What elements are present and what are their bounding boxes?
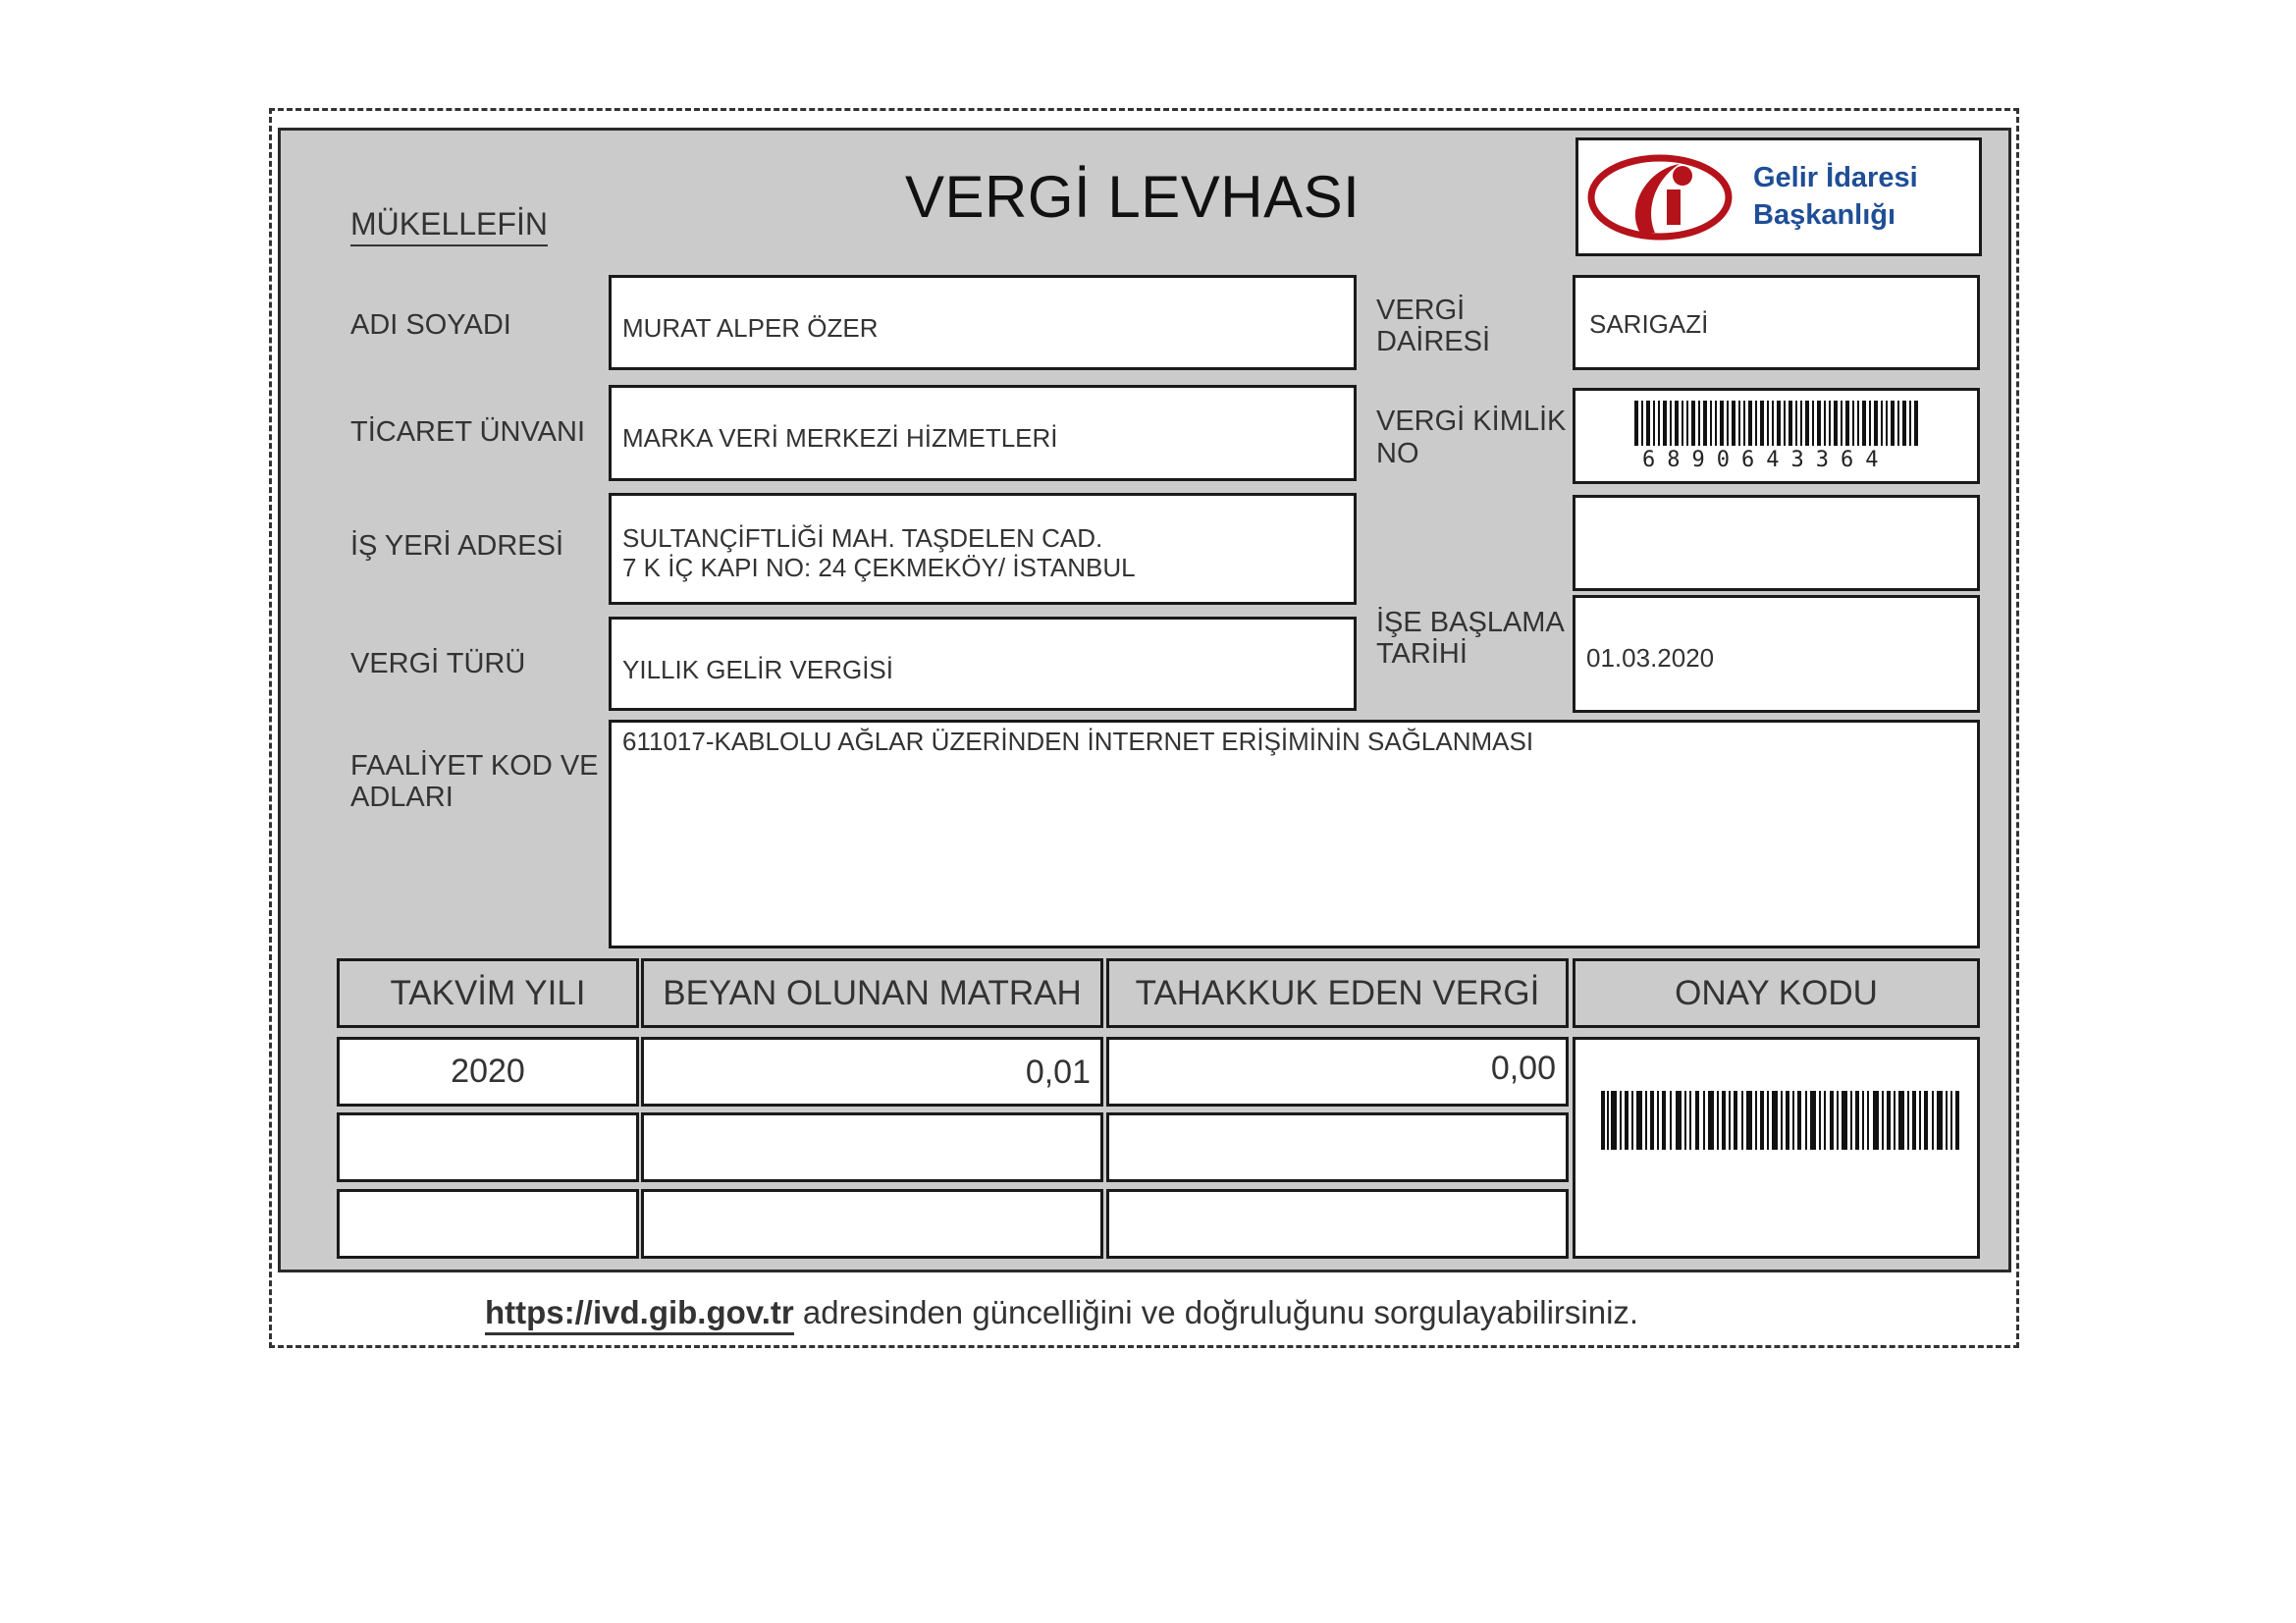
is-yeri-adresi-label: İŞ YERİ ADRESİ [350, 530, 564, 562]
vergi-turu-label: VERGİ TÜRÜ [350, 648, 526, 679]
ise-baslama-value: 01.03.2020 [1586, 643, 1715, 673]
header-beyan-olunan-matrah: BEYAN OLUNAN MATRAH [641, 958, 1103, 1028]
vergi-kimlik-barcode [1634, 401, 1919, 446]
vergi-dairesi-label-line2: DAİRESİ [1376, 326, 1491, 357]
row1-takvim-yili: 2020 [337, 1037, 639, 1107]
ise-baslama-label-line1: İŞE BAŞLAMA [1376, 607, 1565, 638]
onay-kodu-cell [1573, 1037, 1980, 1259]
empty-field [1573, 495, 1980, 591]
page-title: VERGİ LEVHASI [905, 164, 1361, 230]
ticaret-unvani-field [609, 385, 1357, 481]
gib-logo [1575, 137, 1982, 256]
row1-beyan-olunan-matrah: 0,01 [641, 1037, 1103, 1107]
ticaret-unvani-label: TİCARET ÜNVANI [350, 416, 586, 448]
faaliyet-field [609, 720, 1980, 948]
vergi-turu-value: YILLIK GELİR VERGİSİ [622, 655, 893, 684]
faaliyet-value: 611017-KABLOLU AĞLAR ÜZERİNDEN İNTERNET ERİŞİMİNİN SAĞLANMASI [622, 727, 1534, 756]
adi-soyadi-field [609, 275, 1357, 370]
adi-soyadi-value: MURAT ALPER ÖZER [622, 313, 879, 343]
header-onay-kodu: ONAY KODU [1573, 958, 1980, 1028]
faaliyet-label-line1: FAALİYET KOD VE [350, 750, 599, 782]
ise-baslama-field [1573, 595, 1980, 713]
footer-text: adresinden güncelliğini ve doğruluğunu sorgulayabilirsiniz. [793, 1294, 1639, 1330]
vergi-kimlik-no-field [1573, 388, 1980, 484]
onay-kodu-barcode [1601, 1091, 1960, 1150]
vergi-kimlik-no-value: 6890643364 [1642, 448, 1891, 472]
mukellef-label: MÜKELLEFİN [350, 206, 548, 246]
verification-footer [485, 1294, 1638, 1331]
vergi-dairesi-field [1573, 275, 1980, 370]
row2-tahakkuk-eden-vergi [1106, 1112, 1569, 1182]
vergi-kimlik-no-label-line2: NO [1376, 438, 1419, 469]
row3-takvim-yili [337, 1189, 639, 1259]
header-takvim-yili: TAKVİM YILI [337, 958, 639, 1028]
faaliyet-label-line2: ADLARI [350, 782, 454, 813]
vergi-kimlik-no-label-line1: VERGİ KİMLİK [1376, 406, 1567, 437]
logo-line2: Başkanlığı [1753, 199, 1896, 231]
row3-beyan-olunan-matrah [641, 1189, 1103, 1259]
row2-beyan-olunan-matrah [641, 1112, 1103, 1182]
vergi-dairesi-value: SARIGAZİ [1589, 309, 1709, 339]
header-tahakkuk-eden-vergi: TAHAKKUK EDEN VERGİ [1106, 958, 1569, 1028]
logo-line1: Gelir İdaresi [1753, 162, 1918, 193]
is-yeri-adresi-field [609, 493, 1357, 605]
row1-tahakkuk-eden-vergi: 0,00 [1106, 1037, 1569, 1107]
ise-baslama-label-line2: TARİHİ [1376, 638, 1468, 670]
row2-takvim-yili [337, 1112, 639, 1182]
row3-tahakkuk-eden-vergi [1106, 1189, 1569, 1259]
adi-soyadi-label: ADI SOYADI [350, 309, 511, 341]
vergi-turu-field [609, 617, 1357, 711]
is-yeri-adresi-value-line2: 7 K İÇ KAPI NO: 24 ÇEKMEKÖY/ İSTANBUL [622, 553, 1136, 582]
gib-logo-icon [1586, 150, 1734, 244]
ivd-link[interactable]: https://ivd.gib.gov.tr [485, 1294, 794, 1335]
is-yeri-adresi-value-line1: SULTANÇİFTLİĞİ MAH. TAŞDELEN CAD. [622, 523, 1103, 553]
vergi-dairesi-label-line1: VERGİ [1376, 295, 1466, 326]
ticaret-unvani-value: MARKA VERİ MERKEZİ HİZMETLERİ [622, 423, 1058, 453]
